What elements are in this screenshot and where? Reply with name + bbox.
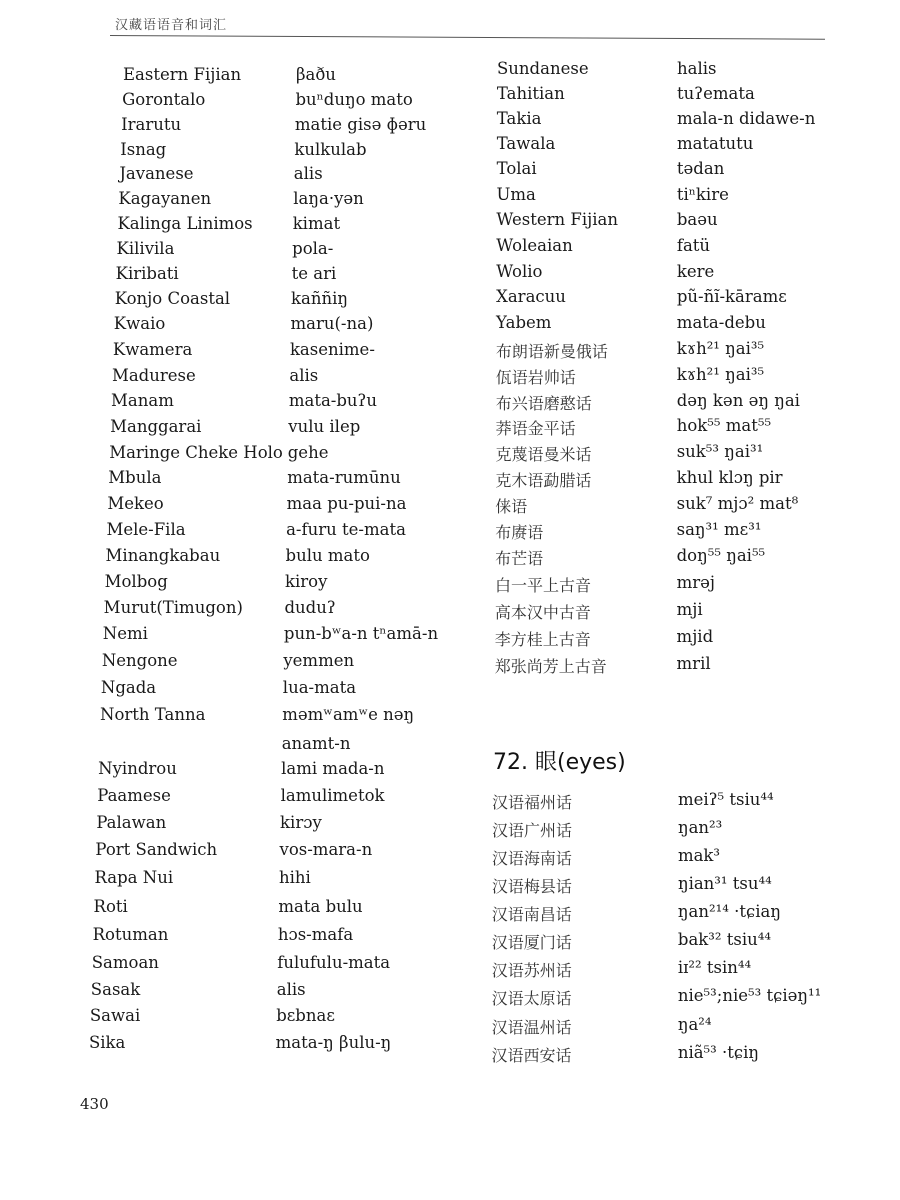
entry-form: alis: [289, 366, 319, 385]
entry-language: 布兴语磨憨话: [495, 394, 592, 413]
entry-form: kere: [676, 262, 715, 281]
entry-form: fulufulu-mata: [277, 953, 391, 972]
entry-language: Murut(Timugon): [103, 598, 243, 617]
entry-form: alis: [293, 164, 323, 183]
entry-language: Gorontalo: [122, 90, 206, 109]
entry-language: 佤语岩帅话: [495, 368, 576, 387]
entry-language: Minangkabau: [105, 546, 221, 565]
entry-language: Port Sandwich: [95, 840, 218, 859]
entry-form: mata-ŋ βulu-ŋ: [275, 1033, 392, 1052]
entry-form: kiroy: [285, 572, 328, 591]
entry-form: anamt-n: [281, 734, 351, 753]
entry-form: maa pu-pui-na: [286, 494, 407, 513]
entry-form: maru(-na): [290, 314, 374, 333]
entry-language: Mbula: [108, 468, 162, 487]
entry-form: mjid: [676, 627, 714, 646]
entry-language: Kagayanen: [118, 189, 212, 208]
entry-language: 布芒语: [495, 549, 544, 568]
entry-language: 汉语苏州话: [491, 961, 572, 980]
entry-language: Tolai: [496, 159, 537, 178]
entry-language: 郑张尚芳上古音: [494, 657, 607, 676]
entry-language: Irarutu: [121, 115, 182, 134]
entry-language: Sawai: [89, 1006, 141, 1025]
entry-language: Ngada: [100, 678, 157, 697]
entry-language: Takia: [496, 109, 542, 128]
entry-form: fatü: [676, 236, 711, 255]
entry-language: 克蔑语曼米话: [495, 445, 592, 464]
entry-form: ŋan²¹⁴ ·tɕiaŋ: [677, 902, 781, 921]
entry-form: pũ-ñĩ-kāramɛ: [676, 287, 787, 306]
entry-language: 莽语金平话: [495, 419, 576, 438]
entry-language: Woleaian: [496, 236, 573, 255]
entry-language: Kalinga Linimos: [117, 214, 253, 233]
entry-language: 克木语勐腊话: [495, 471, 592, 490]
entry-form: duduʔ: [284, 598, 336, 617]
entry-language: 俫语: [495, 497, 528, 516]
entry-form: kɤh²¹ ŋai³⁵: [676, 339, 765, 358]
section-title: 72. 眼(eyes): [493, 750, 626, 775]
entry-language: Maringe Cheke Holo: [109, 443, 283, 462]
entry-language: Sundanese: [497, 59, 589, 78]
entry-language: Palawan: [96, 813, 167, 832]
entry-form: tiⁿkire: [676, 185, 729, 204]
entry-language: Roti: [93, 897, 128, 916]
entry-language: 汉语厦门话: [491, 933, 572, 952]
entry-form: pun-bʷa-n tⁿamā-n: [283, 624, 439, 643]
entry-language: Yabem: [496, 313, 552, 332]
entry-language: 高本汉中古音: [494, 603, 591, 622]
entry-language: Tahitian: [496, 84, 565, 103]
entry-language: Nemi: [102, 624, 148, 643]
entry-form: lamulimetok: [280, 786, 385, 805]
entry-language: 白一平上古音: [495, 576, 592, 595]
entry-form: vos-mara-n: [279, 840, 373, 859]
entry-form: ŋian³¹ tsu⁴⁴: [677, 874, 772, 893]
entry-form: tuʔemata: [676, 84, 755, 103]
entry-language: 布朗语新曼俄话: [495, 342, 608, 361]
entry-language: Molbog: [104, 572, 168, 591]
entry-form: khul klɔŋ pir: [676, 468, 783, 487]
entry-form: kimat: [292, 214, 341, 233]
entry-form: pola-: [292, 239, 334, 258]
entry-form: alis: [276, 980, 306, 999]
entry-form: lua-mata: [282, 678, 357, 697]
entry-language: Sasak: [90, 980, 141, 999]
entry-language: Tawala: [496, 134, 556, 153]
entry-language: Mekeo: [107, 494, 164, 513]
entry-language: 汉语广州话: [491, 821, 572, 840]
entry-language: 汉语南昌话: [491, 905, 572, 924]
entry-form: mrəj: [676, 573, 716, 592]
entry-form: bulu mato: [285, 546, 370, 565]
entry-form: gehe: [287, 443, 329, 462]
entry-form: dəŋ kən əŋ ŋai: [676, 391, 800, 410]
entry-form: məmʷamʷe nəŋ: [282, 705, 415, 724]
entry-language: Nyindrou: [98, 759, 177, 778]
entry-form: suk⁵³ ŋai³¹: [676, 442, 764, 461]
entry-language: 布赓语: [495, 523, 544, 542]
entry-form: hok⁵⁵ mat⁵⁵: [676, 416, 772, 435]
entry-language: Xaracuu: [496, 287, 566, 306]
entry-language: 汉语温州话: [491, 1018, 572, 1037]
entry-form: βaðu: [296, 65, 336, 84]
entry-form: mala-n didawe-n: [676, 109, 816, 128]
entry-language: Eastern Fijian: [123, 65, 242, 84]
entry-language: Western Fijian: [496, 210, 618, 229]
entry-language: Manam: [111, 391, 174, 410]
entry-language: Rotuman: [92, 925, 169, 944]
entry-form: lami mada-n: [281, 759, 385, 778]
entry-form: mak³: [677, 846, 721, 865]
entry-form: laŋa·yən: [293, 189, 364, 208]
entry-language: Kwamera: [112, 340, 193, 359]
entry-form: buⁿduŋo mato: [295, 90, 413, 109]
entry-form: tədan: [676, 159, 725, 178]
entry-language: Javanese: [119, 164, 194, 183]
entry-language: Nengone: [101, 651, 178, 670]
entry-language: Manggarai: [110, 417, 202, 436]
entry-language: 汉语福州话: [492, 793, 573, 812]
entry-language: 汉语海南话: [491, 849, 572, 868]
entry-form: kirɔy: [280, 813, 322, 832]
header-rule: [110, 35, 825, 40]
entry-form: hɔs-mafa: [277, 925, 354, 944]
entry-form: mril: [676, 654, 711, 673]
entry-language: 汉语太原话: [491, 989, 572, 1008]
entry-form: kasenime-: [289, 340, 375, 359]
entry-language: Wolio: [496, 262, 543, 281]
entry-language: Konjo Coastal: [114, 289, 231, 308]
entry-language: North Tanna: [100, 705, 206, 724]
entry-form: kulkulab: [294, 140, 367, 159]
entry-form: meiʔ⁵ tsiu⁴⁴: [678, 790, 774, 809]
entry-form: halis: [677, 59, 717, 78]
entry-form: te ari: [291, 264, 337, 283]
entry-language: Kiribati: [115, 264, 179, 283]
entry-form: mata bulu: [278, 897, 363, 916]
entry-form: mata-buʔu: [288, 391, 378, 410]
entry-language: Rapa Nui: [94, 868, 174, 887]
entry-form: ŋan²³: [677, 818, 723, 837]
entry-form: mata-debu: [676, 313, 766, 332]
entry-form: bɛbnaɛ: [276, 1006, 335, 1025]
entry-form: kɤh²¹ ŋai³⁵: [676, 365, 765, 384]
entry-language: Mele-Fila: [106, 520, 186, 539]
page-number: 430: [80, 1095, 109, 1113]
entry-language: Sika: [88, 1033, 126, 1052]
entry-form: bak³² tsiu⁴⁴: [677, 930, 771, 949]
entry-form: iɪ²² tsin⁴⁴: [677, 958, 752, 977]
entry-form: nie⁵³;nie⁵³ tɕiəŋ¹¹: [677, 986, 822, 1005]
entry-language: Kilivila: [116, 239, 175, 258]
entry-form: saŋ³¹ mɛ³¹: [676, 520, 762, 539]
entry-language: Samoan: [91, 953, 159, 972]
entry-language: 汉语梅县话: [491, 877, 572, 896]
entry-form: doŋ⁵⁵ ŋai⁵⁵: [676, 546, 766, 565]
entry-form: mji: [676, 600, 703, 619]
entry-language: Madurese: [111, 366, 196, 385]
entry-form: a-furu te-mata: [286, 520, 406, 539]
entry-form: mata-rumūnu: [287, 468, 401, 487]
entry-form: matie gisə ɸəru: [294, 115, 427, 134]
entry-form: vulu ilep: [288, 417, 361, 436]
entry-form: matatutu: [676, 134, 754, 153]
entry-language: Paamese: [97, 786, 171, 805]
entry-language: Uma: [496, 185, 536, 204]
entry-language: 汉语西安话: [491, 1046, 572, 1065]
entry-form: suk⁷ mjɔ² mat⁸: [676, 494, 799, 513]
entry-language: Kwaio: [113, 314, 166, 333]
entry-form: baəu: [676, 210, 718, 229]
running-header: 汉藏语语音和词汇: [115, 18, 228, 33]
entry-form: hihi: [278, 868, 311, 887]
entry-form: kaññiŋ: [291, 289, 349, 308]
entry-language: 李方桂上古音: [494, 630, 591, 649]
entry-form: ŋa²⁴: [677, 1015, 712, 1034]
entry-language: Isnag: [120, 140, 167, 159]
entry-form: yemmen: [283, 651, 355, 670]
entry-form: niã⁵³ ·tɕiŋ: [677, 1043, 760, 1062]
